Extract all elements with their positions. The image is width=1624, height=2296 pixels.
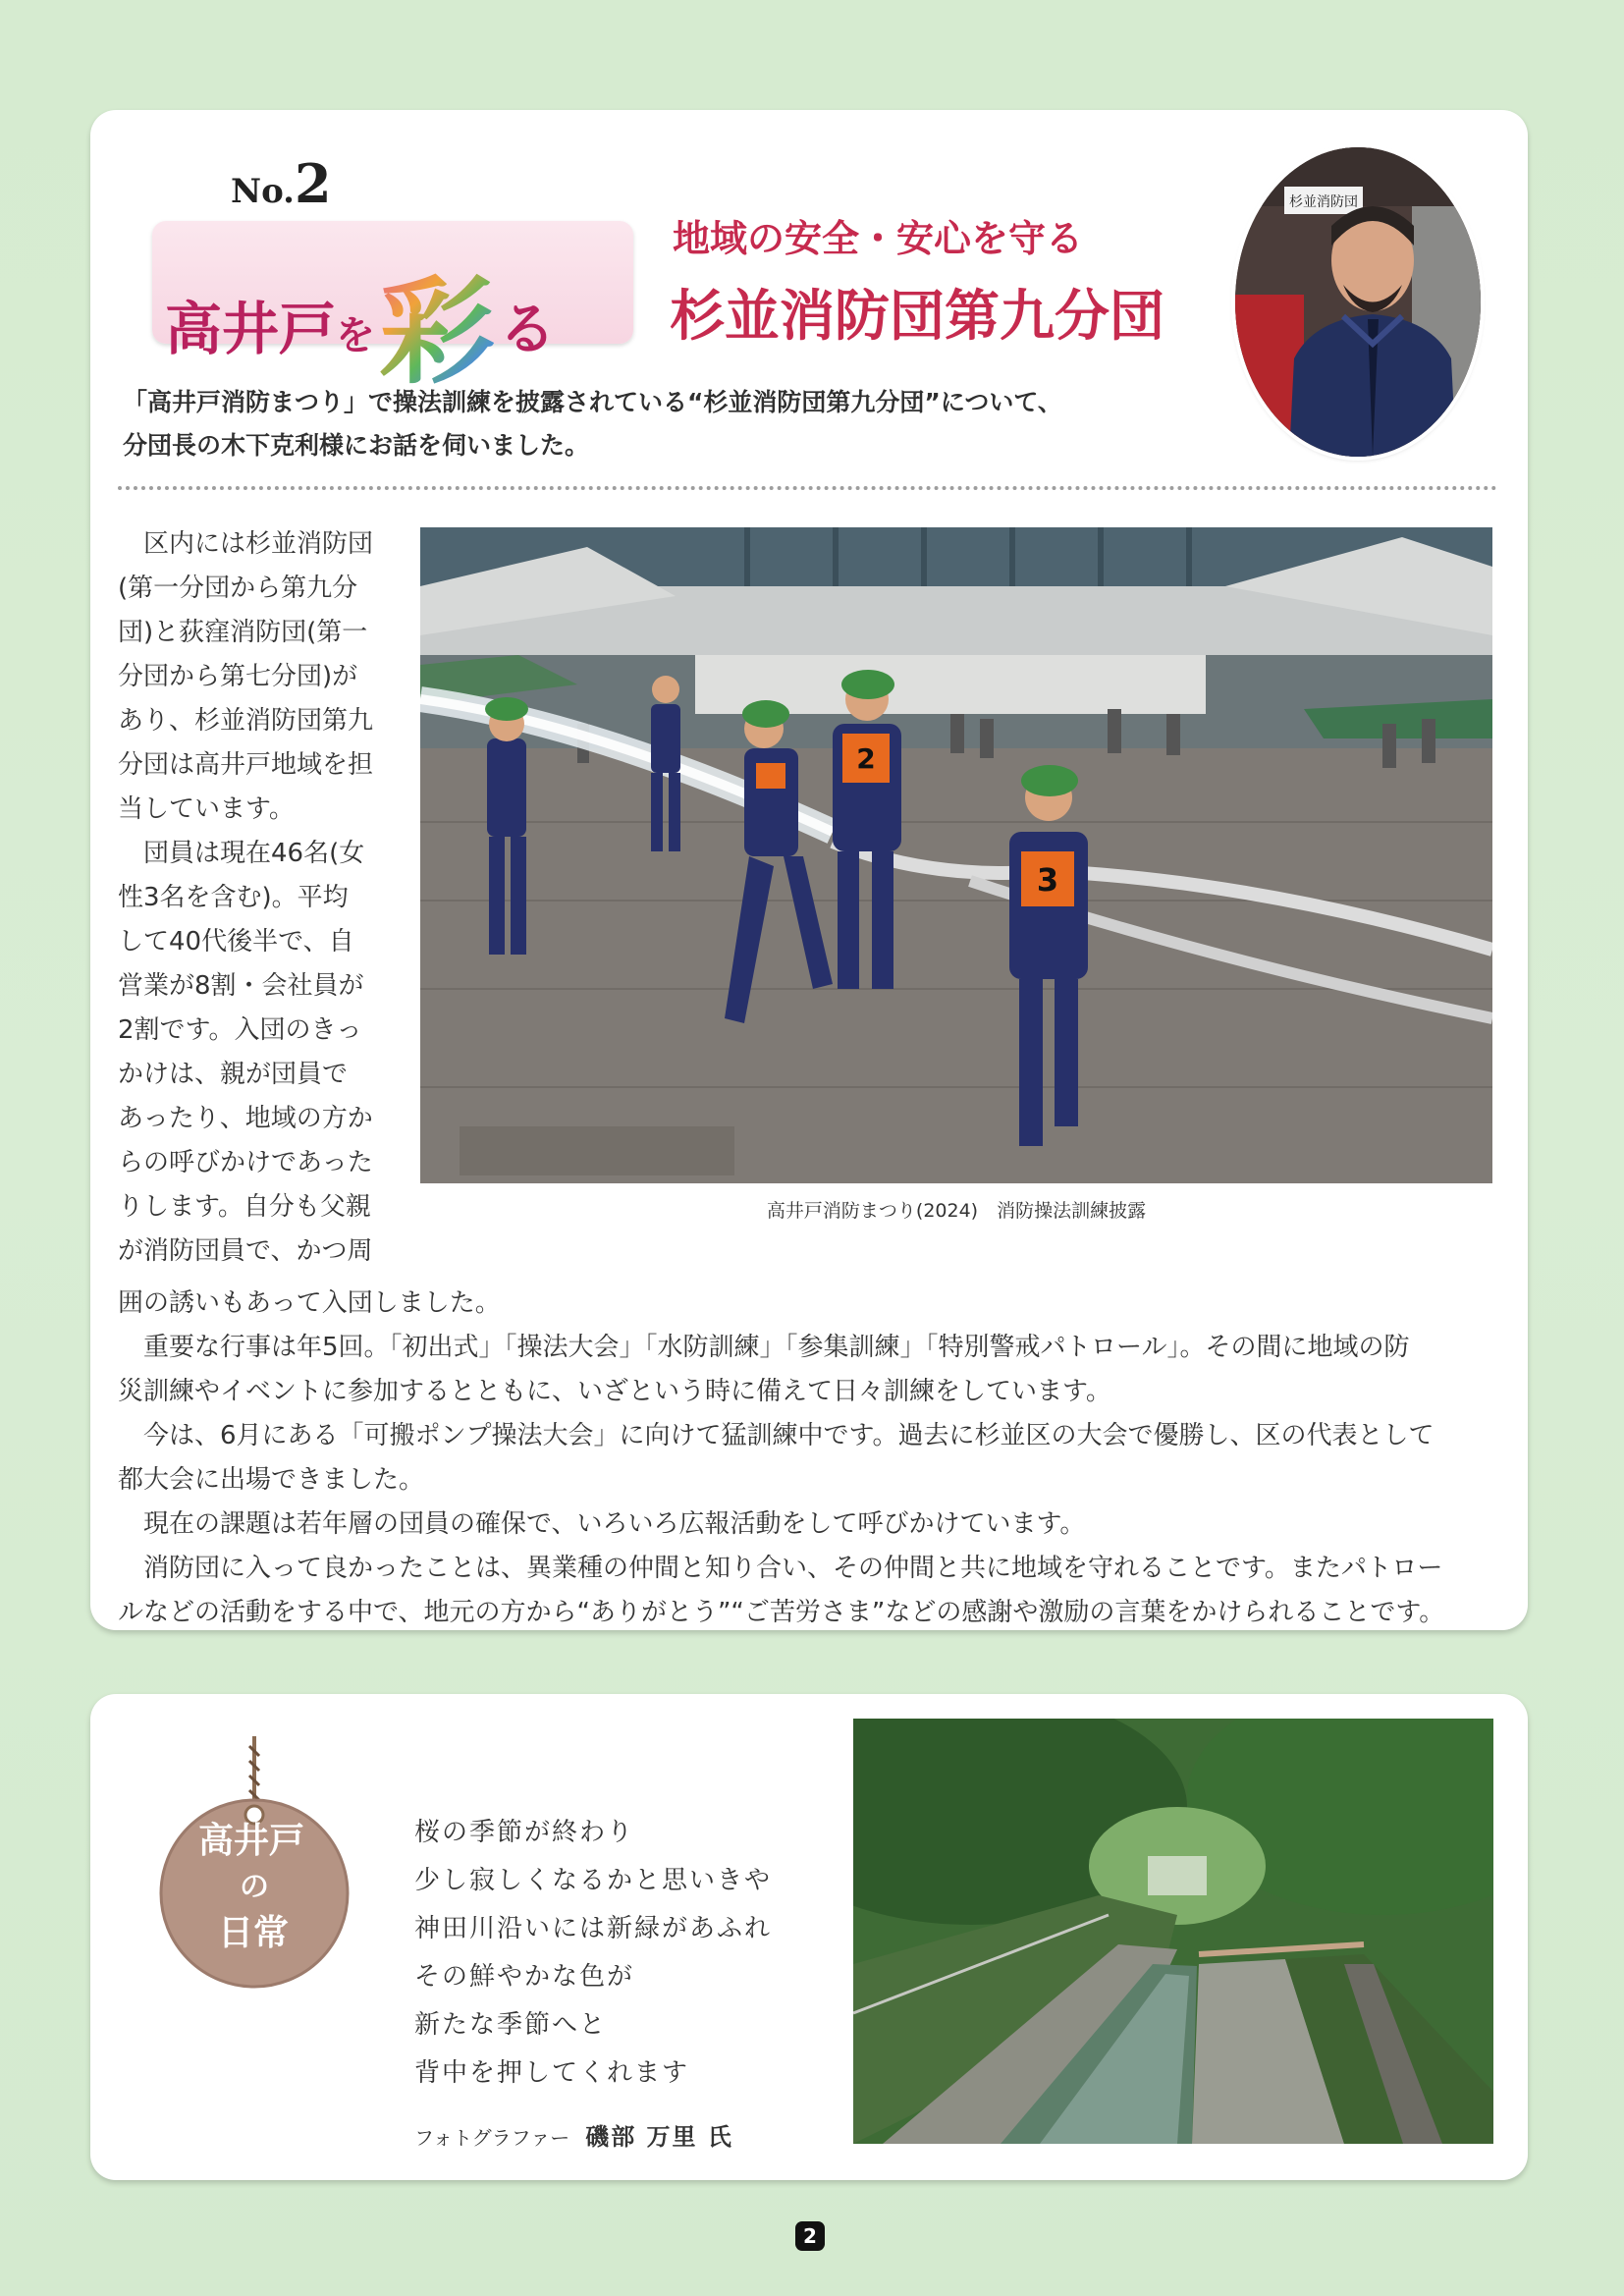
article-headline: 杉並消防団第九分団	[670, 285, 1164, 349]
daily-life-tag: 高井戸 の 日常	[159, 1736, 351, 2001]
bib-number-3: 3	[1036, 861, 1059, 899]
firefighter-drill-photo	[420, 527, 1492, 1183]
page-number: 2	[795, 2221, 825, 2251]
canal-photo-image	[853, 1719, 1493, 2144]
article-body-text: 囲の誘いもあって入団しました。 重要な行事は年5回。「初出式」「操法大会」「水防訓練」「参集訓練」「特別警戒パトロール」。その間に地域の防 災訓練やイベントに参加するとともに、いざという時に備えて日々訓練をしています。 今は、6月にある「可搬ポンプ操法大会」に向けて猛訓練中です。過去に杉並区の大会で優勝し、区の代表として 都大会に出場できました。 現在の課題は若年層の団員の確保で、いろいろ広報活動をして呼びかけています。 消防団に入って良かったことは、異業種の仲間と知り合い、その仲間と共に地域を守れることです。またパトロー ルなどの活動をする中で、地元の方から“ありがとう”“ご苦労さま”などの感謝や激励の言葉をかけられることです。	[118, 1288, 1445, 1627]
section-divider	[118, 486, 1497, 490]
article-column-text: 区内には杉並消防団 (第一分団から第九分 団)と荻窪消防団(第一 分団から第七分団)が あり、杉並消防団第九 分団は高井戸地域を担 当しています。 団員は現在46名(女 性3名を含む)。平均 して40代後半で、自 営業が8割・会社員が 2割です。入団のきっ かけは、親が団員で あったり、地域の方か らの呼びかけであった りします。自分も父親 が消防団員で、かつ周	[118, 529, 374, 1266]
photo-caption: 高井戸消防まつり(2024) 消防操法訓練披露	[766, 1200, 1147, 1222]
bib-number-2: 2	[856, 742, 876, 775]
interviewee-portrait	[1235, 147, 1481, 457]
article-subtitle: 地域の安全・安心を守る	[673, 217, 1084, 260]
portrait-image	[1235, 147, 1481, 457]
lead-paragraph: 「高井戸消防まつり」で操法訓練を披露されている“杉並消防団第九分団”について、 分団長の木下克利様にお話を伺いました。	[123, 388, 1062, 460]
series-number: No.2	[231, 152, 332, 215]
portrait-sign: 杉並消防団	[1289, 194, 1358, 210]
drill-photo-image	[420, 527, 1492, 1183]
series-title: 高井戸を彩る	[165, 263, 557, 400]
kanda-river-photo	[853, 1719, 1493, 2144]
photographer-credit: フォトグラファー 磯部 万里 氏	[414, 2122, 733, 2151]
daily-life-poem: 桜の季節が終わり 少し寂しくなるかと思いきや 神田川沿いには新緑があふれ その鮮やかな色が 新たな季節へと 背中を押してくれます	[414, 1818, 773, 2088]
